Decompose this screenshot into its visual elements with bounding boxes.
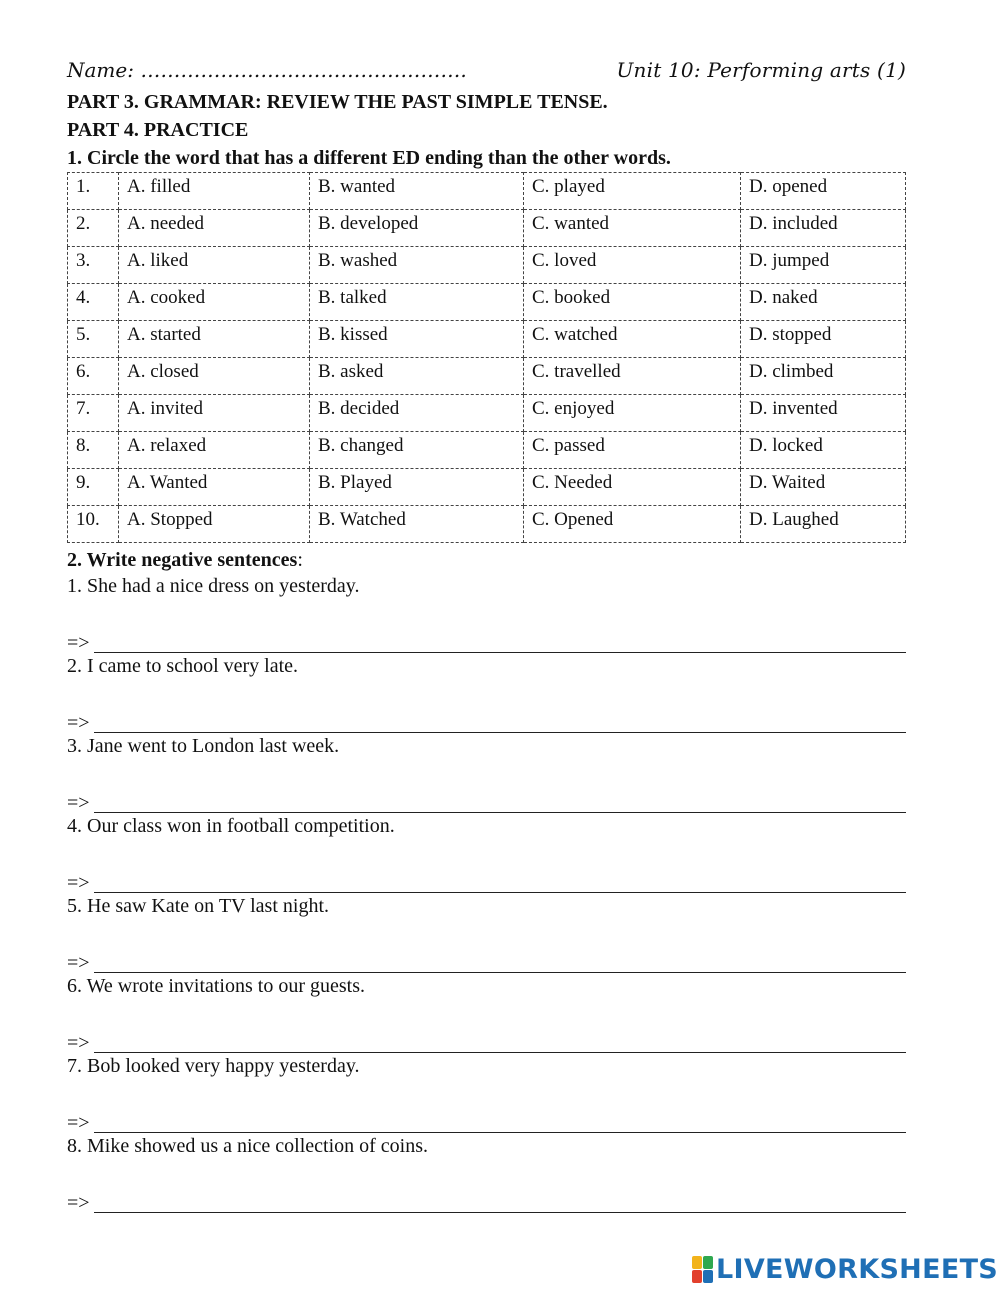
option-c[interactable]: C. watched	[524, 321, 741, 358]
worksheet-page	[67, 58, 906, 1213]
answer-arrow: =>	[67, 952, 90, 974]
table-row	[68, 321, 906, 358]
answer-arrow: =>	[67, 1112, 90, 1134]
table-row	[68, 247, 906, 284]
option-a[interactable]: A. liked	[119, 247, 310, 284]
option-b[interactable]: B. kissed	[310, 321, 524, 358]
table-row	[68, 284, 906, 321]
option-c[interactable]: C. travelled	[524, 358, 741, 395]
option-d[interactable]: D. Waited	[741, 469, 906, 506]
sentence-prompt: 4. Our class won in football competition.	[67, 815, 395, 837]
exercise1-table	[67, 172, 906, 543]
exercise2-title-suffix: :	[297, 549, 303, 571]
answer-row	[67, 1079, 906, 1133]
logo-text: LIVEWORKSHEETS	[716, 1253, 999, 1285]
option-a[interactable]: A. relaxed	[119, 432, 310, 469]
option-c[interactable]: C. enjoyed	[524, 395, 741, 432]
exercise2-title-bold: 2. Write negative sentences	[67, 549, 298, 571]
answer-arrow: =>	[67, 632, 90, 654]
exercise2-title	[67, 547, 906, 573]
option-d[interactable]: D. climbed	[741, 358, 906, 395]
option-d[interactable]: D. naked	[741, 284, 906, 321]
unit-title: Unit 10: Performing arts (1)	[616, 58, 906, 82]
sentence-prompt: 8. Mike showed us a nice collection of coins.	[67, 1135, 429, 1157]
question-number: 7.	[68, 395, 119, 432]
answer-row	[67, 759, 906, 813]
option-d[interactable]: D. opened	[741, 173, 906, 210]
table-row	[68, 506, 906, 543]
question-number: 6.	[68, 358, 119, 395]
option-a[interactable]: A. Stopped	[119, 506, 310, 543]
logo-square	[703, 1256, 713, 1269]
answer-input-line[interactable]	[94, 874, 906, 893]
option-a[interactable]: A. started	[119, 321, 310, 358]
sentence-prompt: 3. Jane went to London last week.	[67, 735, 340, 757]
option-c[interactable]: C. booked	[524, 284, 741, 321]
option-d[interactable]: D. invented	[741, 395, 906, 432]
answer-row	[67, 679, 906, 733]
option-a[interactable]: A. invited	[119, 395, 310, 432]
option-c[interactable]: C. loved	[524, 247, 741, 284]
sentence-prompt: 5. He saw Kate on TV last night.	[67, 895, 330, 917]
question-number: 9.	[68, 469, 119, 506]
option-d[interactable]: D. locked	[741, 432, 906, 469]
sentence-prompt: 1. She had a nice dress on yesterday.	[67, 575, 360, 597]
option-c[interactable]: C. passed	[524, 432, 741, 469]
option-c[interactable]: C. Opened	[524, 506, 741, 543]
answer-input-line[interactable]	[94, 1194, 906, 1213]
option-d[interactable]: D. Laughed	[741, 506, 906, 543]
name-field-label[interactable]: Name: ………………………………………….	[67, 58, 467, 82]
option-d[interactable]: D. stopped	[741, 321, 906, 358]
table-row	[68, 210, 906, 247]
answer-arrow: =>	[67, 712, 90, 734]
table-row	[68, 358, 906, 395]
answer-row	[67, 599, 906, 653]
answer-arrow: =>	[67, 1192, 90, 1214]
answer-row	[67, 999, 906, 1053]
table-row	[68, 395, 906, 432]
answer-input-line[interactable]	[94, 634, 906, 653]
option-a[interactable]: A. needed	[119, 210, 310, 247]
option-a[interactable]: A. cooked	[119, 284, 310, 321]
option-a[interactable]: A. Wanted	[119, 469, 310, 506]
liveworksheets-logo-icon	[692, 1256, 713, 1283]
table-row	[68, 469, 906, 506]
option-a[interactable]: A. closed	[119, 358, 310, 395]
logo-square	[692, 1256, 702, 1269]
answer-input-line[interactable]	[94, 1034, 906, 1053]
liveworksheets-logo	[692, 1255, 998, 1283]
exercise1-title: 1. Circle the word that has a different ED ending than the other words.	[67, 147, 671, 169]
answer-row	[67, 1159, 906, 1213]
answer-arrow: =>	[67, 872, 90, 894]
option-d[interactable]: D. included	[741, 210, 906, 247]
option-b[interactable]: B. decided	[310, 395, 524, 432]
question-number: 8.	[68, 432, 119, 469]
answer-arrow: =>	[67, 792, 90, 814]
sentence-prompt: 6. We wrote invitations to our guests.	[67, 975, 365, 997]
sentence-prompt: 7. Bob looked very happy yesterday.	[67, 1055, 360, 1077]
part4-heading: PART 4. PRACTICE	[67, 119, 249, 141]
option-b[interactable]: B. talked	[310, 284, 524, 321]
answer-input-line[interactable]	[94, 714, 906, 733]
option-b[interactable]: B. asked	[310, 358, 524, 395]
logo-square	[703, 1270, 713, 1283]
sentence-prompt: 2. I came to school very late.	[67, 655, 299, 677]
question-number: 5.	[68, 321, 119, 358]
question-number: 10.	[68, 506, 119, 543]
question-number: 3.	[68, 247, 119, 284]
worksheet-header	[67, 58, 906, 88]
answer-arrow: =>	[67, 1032, 90, 1054]
option-c[interactable]: C. wanted	[524, 210, 741, 247]
option-a[interactable]: A. filled	[119, 173, 310, 210]
option-b[interactable]: B. washed	[310, 247, 524, 284]
option-b[interactable]: B. wanted	[310, 173, 524, 210]
exercise2-list	[67, 573, 906, 1213]
answer-row	[67, 919, 906, 973]
part3-heading: PART 3. GRAMMAR: REVIEW THE PAST SIMPLE TENSE.	[67, 91, 608, 113]
answer-row	[67, 839, 906, 893]
option-b[interactable]: B. changed	[310, 432, 524, 469]
question-number: 4.	[68, 284, 119, 321]
option-d[interactable]: D. jumped	[741, 247, 906, 284]
table-row	[68, 432, 906, 469]
table-row	[68, 173, 906, 210]
question-number: 1.	[68, 173, 119, 210]
option-b[interactable]: B. Watched	[310, 506, 524, 543]
option-b[interactable]: B. Played	[310, 469, 524, 506]
answer-input-line[interactable]	[94, 794, 906, 813]
option-c[interactable]: C. played	[524, 173, 741, 210]
option-c[interactable]: C. Needed	[524, 469, 741, 506]
question-number: 2.	[68, 210, 119, 247]
option-b[interactable]: B. developed	[310, 210, 524, 247]
answer-input-line[interactable]	[94, 954, 906, 973]
answer-input-line[interactable]	[94, 1114, 906, 1133]
logo-square	[692, 1270, 702, 1283]
